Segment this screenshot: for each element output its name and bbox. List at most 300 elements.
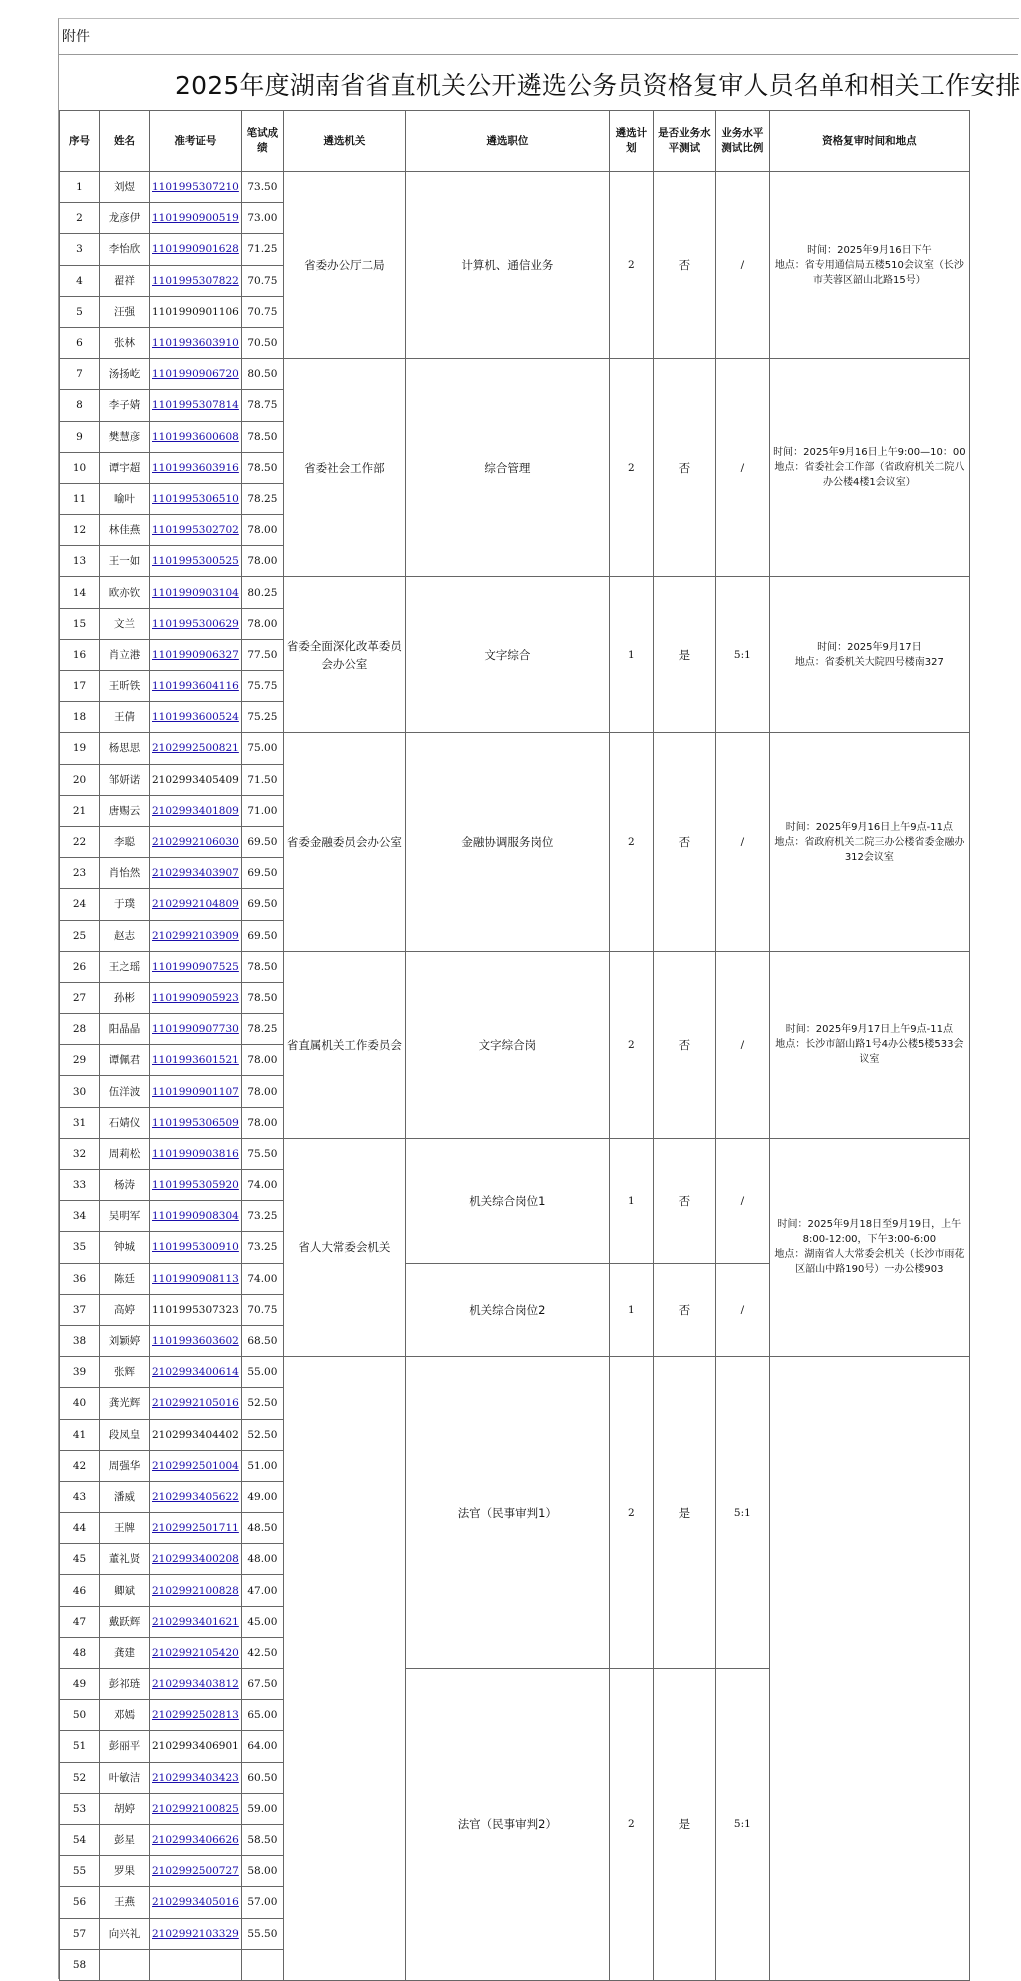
row-serial: 37: [60, 1294, 100, 1325]
ticket-link[interactable]: 2102992105016: [152, 1397, 239, 1410]
ticket-link[interactable]: 2102992106030: [152, 836, 239, 849]
row-score: 78.50: [241, 951, 283, 982]
row-ticket-cell: [150, 889, 242, 920]
row-score: 51.00: [241, 1450, 283, 1481]
ticket-link[interactable]: 2102993403423: [152, 1771, 239, 1784]
row-name: 邹妍诺: [100, 764, 150, 795]
row-ticket-cell: [150, 1045, 242, 1076]
ticket-link[interactable]: 1101995300629: [152, 617, 239, 630]
row-score: 70.75: [241, 1294, 283, 1325]
row-serial: 10: [60, 452, 100, 483]
row-ticket-cell: [150, 172, 242, 203]
row-score: 60.50: [241, 1762, 283, 1793]
row-ticket-cell: [150, 795, 242, 826]
row-score: 45.00: [241, 1606, 283, 1637]
row-ticket-cell: [150, 733, 242, 764]
row-score: 78.00: [241, 546, 283, 577]
row-ticket-cell: [150, 671, 242, 702]
review-cell: 时间：2025年9月16日上午9点-11点 地点：省政府机关二院三办公楼省委金融办312会议室: [769, 733, 969, 951]
row-score: 47.00: [241, 1575, 283, 1606]
position-cell: 综合管理: [405, 359, 609, 577]
row-ticket-cell: [150, 1388, 242, 1419]
row-serial: 58: [60, 1949, 100, 1980]
review-cell: 时间：2025年9月17日 地点：省委机关大院四号楼南327: [769, 577, 969, 733]
row-ticket: 2102993405409: [150, 764, 242, 795]
ratio-cell: 5:1: [715, 1669, 769, 1981]
row-name: 阳晶晶: [100, 1014, 150, 1045]
row-serial: 18: [60, 702, 100, 733]
ticket-link[interactable]: 1101993601521: [152, 1054, 239, 1067]
row-name: 陈廷: [100, 1263, 150, 1294]
ticket-link[interactable]: 1101993603916: [152, 461, 239, 474]
test-cell: 否: [653, 1138, 715, 1263]
ticket-link[interactable]: 1101995306509: [152, 1116, 239, 1129]
row-score: 71.50: [241, 764, 283, 795]
ratio-cell: /: [715, 172, 769, 359]
row-ticket-cell: [150, 1793, 242, 1824]
ticket-link[interactable]: 1101995307814: [152, 399, 239, 412]
ticket-link[interactable]: 2102992100825: [152, 1802, 239, 1815]
row-ticket-cell: [150, 1544, 242, 1575]
row-serial: 19: [60, 733, 100, 764]
row-ticket-cell: [150, 1263, 242, 1294]
ticket-link[interactable]: 2102993406626: [152, 1834, 239, 1847]
table-row: [60, 172, 970, 203]
table-row: [60, 1138, 970, 1169]
row-score: 48.00: [241, 1544, 283, 1575]
row-serial: 46: [60, 1575, 100, 1606]
header-row: [60, 111, 970, 172]
ratio-cell: 5:1: [715, 577, 769, 733]
row-serial: 30: [60, 1076, 100, 1107]
row-name: 高婷: [100, 1294, 150, 1325]
row-serial: 39: [60, 1357, 100, 1388]
ticket-link[interactable]: 2102993401809: [152, 804, 239, 817]
ticket-link[interactable]: 1101990906720: [152, 368, 239, 381]
row-name: 樊慧彦: [100, 421, 150, 452]
row-ticket-cell: [150, 1637, 242, 1668]
row-serial: 17: [60, 671, 100, 702]
row-name: 赵志: [100, 920, 150, 951]
table-row: [60, 1357, 970, 1388]
row-serial: 42: [60, 1450, 100, 1481]
row-serial: 25: [60, 920, 100, 951]
ticket-link[interactable]: 1101990908304: [152, 1210, 239, 1223]
row-score: 49.00: [241, 1481, 283, 1512]
row-serial: 32: [60, 1138, 100, 1169]
row-ticket-cell: [150, 1606, 242, 1637]
row-name: 吴明军: [100, 1201, 150, 1232]
test-cell: 否: [653, 733, 715, 951]
review-cell: 时间：2025年9月17日上午9点-11点 地点：长沙市韶山路1号4办公楼5楼533会议室: [769, 951, 969, 1138]
ticket-link[interactable]: 1101993604116: [152, 680, 239, 693]
row-score: 78.25: [241, 1014, 283, 1045]
row-name: 向兴礼: [100, 1918, 150, 1949]
ticket-link[interactable]: 1101990901107: [152, 1085, 239, 1098]
row-name: 龙彦伊: [100, 203, 150, 234]
row-name: 胡婷: [100, 1793, 150, 1824]
ticket-link[interactable]: 2102992104809: [152, 898, 239, 911]
position-cell: 机关综合岗位1: [405, 1138, 609, 1263]
organ-cell: [283, 1357, 405, 1981]
position-cell: 文字综合岗: [405, 951, 609, 1138]
row-serial: 49: [60, 1669, 100, 1700]
row-ticket: 1101990901106: [150, 296, 242, 327]
row-serial: 16: [60, 639, 100, 670]
row-score: 73.25: [241, 1232, 283, 1263]
row-score: 75.25: [241, 702, 283, 733]
row-ticket-cell: [150, 1481, 242, 1512]
header-organ: 遴选机关: [283, 111, 405, 172]
row-score: 78.00: [241, 1045, 283, 1076]
row-score: 69.50: [241, 826, 283, 857]
ticket-link[interactable]: 1101990903816: [152, 1147, 239, 1160]
ratio-cell: /: [715, 1138, 769, 1263]
row-ticket-cell: [150, 483, 242, 514]
plan-cell: 1: [609, 1138, 653, 1263]
row-name: 杨涛: [100, 1170, 150, 1201]
row-ticket-cell: [150, 390, 242, 421]
row-ticket-cell: [150, 1450, 242, 1481]
row-ticket-cell: [150, 1107, 242, 1138]
row-serial: 23: [60, 858, 100, 889]
row-serial: 57: [60, 1918, 100, 1949]
row-serial: 9: [60, 421, 100, 452]
row-name: 邓嫣: [100, 1700, 150, 1731]
row-name: 肖怡然: [100, 858, 150, 889]
row-serial: 3: [60, 234, 100, 265]
row-serial: 5: [60, 296, 100, 327]
row-ticket-cell: [150, 1575, 242, 1606]
row-serial: 51: [60, 1731, 100, 1762]
row-serial: 45: [60, 1544, 100, 1575]
row-ticket-cell: [150, 1887, 242, 1918]
row-name: 文兰: [100, 608, 150, 639]
header-plan: 遴选计划: [609, 111, 653, 172]
row-serial: 11: [60, 483, 100, 514]
ticket-link[interactable]: 2102993401621: [152, 1615, 239, 1628]
row-name: 周莉松: [100, 1138, 150, 1169]
row-serial: 38: [60, 1325, 100, 1356]
row-ticket-cell: [150, 421, 242, 452]
row-ticket-cell: [150, 577, 242, 608]
row-name: [100, 1949, 150, 1980]
row-ticket-cell: [150, 702, 242, 733]
ticket-link[interactable]: 2102992105420: [152, 1646, 239, 1659]
row-serial: 50: [60, 1700, 100, 1731]
position-cell: 机关综合岗位2: [405, 1263, 609, 1357]
row-serial: 27: [60, 982, 100, 1013]
row-name: 李怡欣: [100, 234, 150, 265]
row-name: 王燕: [100, 1887, 150, 1918]
row-name: 汤扬屹: [100, 359, 150, 390]
review-cell: 时间：2025年9月18日至9月19日，上午8:00-12:00，下午3:00-6:00 地点：湖南省人大常委会机关（长沙市雨花区韶山中路190号）一办公楼903: [769, 1138, 969, 1356]
row-serial: 4: [60, 265, 100, 296]
row-ticket-cell: [150, 546, 242, 577]
row-score: 70.75: [241, 296, 283, 327]
ticket-link[interactable]: 1101993600524: [152, 711, 239, 724]
position-cell: 文字综合: [405, 577, 609, 733]
ticket-link[interactable]: 1101993600608: [152, 430, 239, 443]
row-name: 罗果: [100, 1856, 150, 1887]
test-cell: 是: [653, 1669, 715, 1981]
row-name: 戴跃辉: [100, 1606, 150, 1637]
row-name: 谭宇超: [100, 452, 150, 483]
row-name: 龚建: [100, 1637, 150, 1668]
row-ticket-cell: [150, 234, 242, 265]
row-serial: 47: [60, 1606, 100, 1637]
row-name: 孙彬: [100, 982, 150, 1013]
header-ticket: 准考证号: [150, 111, 242, 172]
row-score: 73.00: [241, 203, 283, 234]
row-ticket-cell: [150, 359, 242, 390]
row-name: 翟祥: [100, 265, 150, 296]
ticket-link[interactable]: 1101990901628: [152, 243, 239, 256]
plan-cell: 1: [609, 1263, 653, 1357]
row-serial: 56: [60, 1887, 100, 1918]
row-score: 73.25: [241, 1201, 283, 1232]
row-ticket-cell: [150, 515, 242, 546]
ticket-link[interactable]: 1101990900519: [152, 212, 239, 225]
row-score: 78.00: [241, 1076, 283, 1107]
row-name: 王倩: [100, 702, 150, 733]
row-serial: 34: [60, 1201, 100, 1232]
row-score: 42.50: [241, 1637, 283, 1668]
row-serial: 54: [60, 1824, 100, 1855]
row-score: 55.00: [241, 1357, 283, 1388]
row-score: 69.50: [241, 889, 283, 920]
row-name: 彭丽平: [100, 1731, 150, 1762]
row-score: 64.00: [241, 1731, 283, 1762]
row-serial: 12: [60, 515, 100, 546]
header-score: 笔试成绩: [241, 111, 283, 172]
table-row: [60, 577, 970, 608]
header-divider: [58, 54, 1018, 55]
ticket-link[interactable]: 1101995306510: [152, 492, 239, 505]
row-name: 汪强: [100, 296, 150, 327]
position-cell: 金融协调服务岗位: [405, 733, 609, 951]
ticket-link[interactable]: 1101995300910: [152, 1241, 239, 1254]
row-ticket-cell: [150, 1762, 242, 1793]
row-score: 71.00: [241, 795, 283, 826]
row-name: 伍洋波: [100, 1076, 150, 1107]
ticket-link[interactable]: 2102993400208: [152, 1553, 239, 1566]
review-cell: 时间：2025年9月16日下午 地点：省专用通信局五楼510会议室（长沙市芙蓉区韶山北路15号）: [769, 172, 969, 359]
row-name: 龚光辉: [100, 1388, 150, 1419]
row-name: 石婧仪: [100, 1107, 150, 1138]
row-score: 65.00: [241, 1700, 283, 1731]
row-score: 75.75: [241, 671, 283, 702]
row-serial: 14: [60, 577, 100, 608]
row-ticket-cell: [150, 1357, 242, 1388]
ticket-link[interactable]: 1101990907730: [152, 1023, 239, 1036]
row-ticket-cell: [150, 858, 242, 889]
organ-cell: 省人大常委会机关: [283, 1138, 405, 1356]
organ-cell: 省委全面深化改革委员会办公室: [283, 577, 405, 733]
ticket-link[interactable]: 2102992501711: [152, 1522, 239, 1535]
ticket-link[interactable]: 1101995302702: [152, 524, 239, 537]
row-score: 58.00: [241, 1856, 283, 1887]
document-title: 2025年度湖南省省直机关公开遴选公务员资格复审人员名单和相关工作安排: [175, 71, 1021, 100]
row-serial: 33: [60, 1170, 100, 1201]
test-cell: 否: [653, 1263, 715, 1357]
row-name: 杨思思: [100, 733, 150, 764]
row-serial: 15: [60, 608, 100, 639]
ticket-link[interactable]: 2102993405016: [152, 1896, 239, 1909]
row-serial: 20: [60, 764, 100, 795]
ticket-link[interactable]: 1101995307210: [152, 181, 239, 194]
row-serial: 43: [60, 1481, 100, 1512]
row-ticket-cell: [150, 265, 242, 296]
row-serial: 40: [60, 1388, 100, 1419]
row-ticket-cell: [150, 1918, 242, 1949]
ticket-link[interactable]: 1101993603602: [152, 1335, 239, 1348]
row-name: 王牌: [100, 1513, 150, 1544]
position-cell: 计算机、通信业务: [405, 172, 609, 359]
row-score: 77.50: [241, 639, 283, 670]
row-serial: 52: [60, 1762, 100, 1793]
ticket-link[interactable]: 1101995300525: [152, 555, 239, 568]
test-cell: 是: [653, 577, 715, 733]
attachment-label: 附件: [62, 29, 90, 45]
ticket-link[interactable]: 1101990905923: [152, 991, 239, 1004]
row-score: 78.25: [241, 483, 283, 514]
row-name: 于璞: [100, 889, 150, 920]
row-ticket-cell: [150, 1076, 242, 1107]
row-score: 78.00: [241, 1107, 283, 1138]
ticket-link[interactable]: 1101990906327: [152, 648, 239, 661]
row-score: 48.50: [241, 1513, 283, 1544]
row-name: 彭星: [100, 1824, 150, 1855]
row-score: 80.25: [241, 577, 283, 608]
header-review: 资格复审时间和地点: [769, 111, 969, 172]
ticket-link[interactable]: 1101990908113: [152, 1272, 239, 1285]
organ-cell: 省委金融委员会办公室: [283, 733, 405, 951]
row-name: 肖立港: [100, 639, 150, 670]
row-score: 68.50: [241, 1325, 283, 1356]
row-ticket-cell: [150, 639, 242, 670]
plan-cell: 2: [609, 1669, 653, 1981]
header-name: 姓名: [100, 111, 150, 172]
row-score: 75.50: [241, 1138, 283, 1169]
ticket-link[interactable]: 2102992502813: [152, 1709, 239, 1722]
row-name: 张辉: [100, 1357, 150, 1388]
ticket-link[interactable]: 1101995305920: [152, 1179, 239, 1192]
row-score: 57.00: [241, 1887, 283, 1918]
table-body: [60, 172, 970, 1981]
row-score: 74.00: [241, 1263, 283, 1294]
row-ticket-cell: [150, 1014, 242, 1045]
row-score: 78.50: [241, 421, 283, 452]
ticket-link[interactable]: 2102992100828: [152, 1584, 239, 1597]
row-serial: 7: [60, 359, 100, 390]
ticket-link[interactable]: 2102993405622: [152, 1490, 239, 1503]
table-row: [60, 951, 970, 982]
row-serial: 8: [60, 390, 100, 421]
row-score: 58.50: [241, 1824, 283, 1855]
row-score: 69.50: [241, 858, 283, 889]
row-name: 钟城: [100, 1232, 150, 1263]
table-row: [60, 359, 970, 390]
row-score: 75.00: [241, 733, 283, 764]
row-ticket-cell: [150, 327, 242, 358]
review-cell: 时间：2025年9月16日上午9:00—10：00 地点：省委社会工作部（省政府机关二院八办公楼4楼1会议室）: [769, 359, 969, 577]
position-cell: 法官（民事审判2）: [405, 1669, 609, 1981]
row-score: 70.75: [241, 265, 283, 296]
header-serial: 序号: [60, 111, 100, 172]
row-serial: 55: [60, 1856, 100, 1887]
row-name: 谭佩君: [100, 1045, 150, 1076]
ticket-link[interactable]: 2102993400614: [152, 1366, 239, 1379]
ticket-link[interactable]: 2102993403907: [152, 867, 239, 880]
row-ticket-cell: [150, 1201, 242, 1232]
row-ticket: 1101995307323: [150, 1294, 242, 1325]
row-score: 80.50: [241, 359, 283, 390]
row-serial: 35: [60, 1232, 100, 1263]
ticket-link[interactable]: 2102992500727: [152, 1865, 239, 1878]
row-score: 52.50: [241, 1419, 283, 1450]
row-name: 欧亦钦: [100, 577, 150, 608]
ratio-cell: /: [715, 733, 769, 951]
row-ticket-cell: [150, 203, 242, 234]
header-test: 是否业务水平测试: [653, 111, 715, 172]
ticket-link[interactable]: 2102992103909: [152, 929, 239, 942]
row-serial: 28: [60, 1014, 100, 1045]
row-name: 彭祁琏: [100, 1669, 150, 1700]
row-serial: 26: [60, 951, 100, 982]
table-row: [60, 733, 970, 764]
row-name: 段凤皇: [100, 1419, 150, 1450]
row-name: 周强华: [100, 1450, 150, 1481]
row-serial: 31: [60, 1107, 100, 1138]
row-name: 喻叶: [100, 483, 150, 514]
ticket-link[interactable]: 1101990903104: [152, 586, 239, 599]
ratio-cell: /: [715, 1263, 769, 1357]
ratio-cell: /: [715, 951, 769, 1138]
test-cell: 否: [653, 359, 715, 577]
header-ratio: 业务水平测试比例: [715, 111, 769, 172]
ticket-link[interactable]: 2102993403812: [152, 1678, 239, 1691]
ticket-link[interactable]: 2102992103329: [152, 1927, 239, 1940]
row-ticket-cell: [150, 1232, 242, 1263]
row-score: 55.50: [241, 1918, 283, 1949]
row-score: 78.50: [241, 982, 283, 1013]
row-ticket-cell: [150, 1513, 242, 1544]
row-score: 78.00: [241, 515, 283, 546]
ratio-cell: /: [715, 359, 769, 577]
row-serial: 29: [60, 1045, 100, 1076]
ticket-link[interactable]: 1101995307822: [152, 274, 239, 287]
row-score: 74.00: [241, 1170, 283, 1201]
row-name: 林佳燕: [100, 515, 150, 546]
ticket-link[interactable]: 1101990907525: [152, 960, 239, 973]
row-name: 李聪: [100, 826, 150, 857]
plan-cell: 2: [609, 951, 653, 1138]
ticket-link[interactable]: 1101993603910: [152, 337, 239, 350]
ticket-link[interactable]: 2102992501004: [152, 1459, 239, 1472]
row-ticket-cell: [150, 1170, 242, 1201]
plan-cell: 2: [609, 1357, 653, 1669]
row-name: 唐赐云: [100, 795, 150, 826]
row-score: 59.00: [241, 1793, 283, 1824]
row-score: 70.50: [241, 327, 283, 358]
test-cell: 否: [653, 172, 715, 359]
row-ticket-cell: [150, 1824, 242, 1855]
row-name: 李子婧: [100, 390, 150, 421]
plan-cell: 2: [609, 733, 653, 951]
ticket-link[interactable]: 2102992500821: [152, 742, 239, 755]
row-name: 刘颖婷: [100, 1325, 150, 1356]
